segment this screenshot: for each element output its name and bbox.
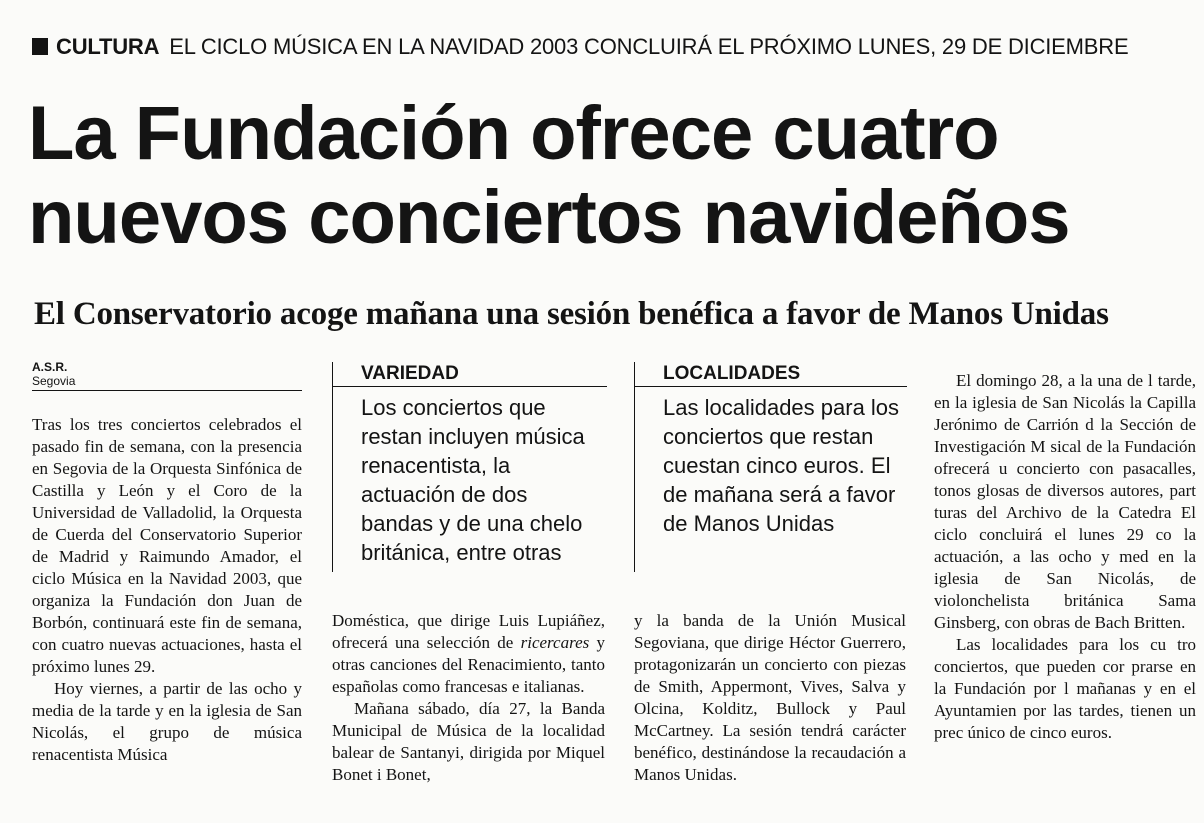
article-column-3: [634, 610, 906, 809]
byline-author: A.S.R.: [32, 360, 68, 374]
article-column-2: [332, 610, 605, 809]
paragraph: El domingo 28, a la una de l tarde, en la iglesia de San Nicolás la Capilla Jerónimo de Carrión d la Sección de Investigación M sical de la Fundación ofrecerá u concierto con pasacalles, tonos glosas de diversos autores, part turas del Archivo de la Catedra El ciclo concluirá el lunes 29 co la actuación, a las ocho y med en la iglesia de San Nicolás, de violonchelista británica Sama Ginsberg, con obras de Bach Britten.: [934, 371, 1196, 632]
sidebar-title: VARIEDAD: [333, 362, 607, 387]
headline: [28, 92, 1070, 260]
text-run: Doméstica, que dirige Luis Lupiáñez, ofrecerá una selección de: [332, 611, 605, 652]
sidebar-title: LOCALIDADES: [635, 362, 907, 387]
text-run: y otras canciones del Renacimiento, tanto españolas como francesas e italianas.: [332, 633, 605, 696]
section-kicker: [32, 34, 1128, 60]
italic-term: ricercares: [520, 633, 590, 652]
paragraph: y la banda de la Unión Musical Segoviana, que dirige Héctor Guerrero, protagonizarán un concierto con piezas de Smith, Appermont, Vives, Salva y Olcina, Kolditz, Bullock y Paul McCartney. La sesión tendrá carácter benéfico, destinándose la recaudación a Manos Unidas.: [634, 611, 906, 784]
section-label: CULTURA: [56, 34, 160, 59]
kicker-text: EL CICLO MÚSICA EN LA NAVIDAD 2003 CONCLUIRÁ EL PRÓXIMO LUNES, 29 DE DICIEMBRE: [169, 34, 1129, 59]
article-column-4: [934, 370, 1196, 809]
paragraph: [332, 610, 605, 698]
sidebar-box-variedad: [332, 362, 607, 572]
headline-line-1: La Fundación ofrece cuatro: [28, 91, 999, 176]
section-square-icon: [32, 38, 48, 55]
paragraph: Las localidades para los cu tro conciertos, que pueden cor prarse en la Fundación por l mañanas y en el Ayuntamien por las tardes, tienen un prec único de cinco euros.: [934, 635, 1196, 742]
sidebar-body: Los conciertos que restan incluyen música renacentista, la actuación de dos bandas y de una chelo británica, entre otras: [361, 395, 585, 565]
byline-place: Segovia: [32, 374, 76, 388]
article-column-1: [32, 414, 302, 809]
sidebar-body: Las localidades para los conciertos que restan cuestan cinco euros. El de mañana será a favor de Manos Unidas: [663, 395, 900, 536]
paragraph: Mañana sábado, día 27, la Banda Municipal de Música de la localidad balear de Santanyi, dirigida por Miquel Bonet i Bonet,: [332, 699, 605, 784]
headline-line-2: nuevos conciertos navideños: [28, 175, 1070, 260]
paragraph: Tras los tres conciertos celebrados el pasado fin de semana, con la presencia en Segovia de la Orquesta Sinfónica de Castilla y León y el Coro de la Universidad de Valladolid, la Orquesta de Cuerda del Conservatorio Superior de Madrid y Raimundo Amador, el ciclo Música en la Navidad 2003, que organiza la Fundación don Juan de Borbón, continuará este fin de semana, con cuatro nuevas actuaciones, hasta el próximo lunes 29.: [32, 415, 302, 676]
byline: [32, 360, 302, 391]
sidebar-box-localidades: [634, 362, 907, 572]
paragraph: Hoy viernes, a partir de las ocho y media de la tarde y en la iglesia de San Nicolás, el grupo de música renacentista Música: [32, 679, 302, 764]
subheadline: El Conservatorio acoge mañana una sesión benéfica a favor de Manos Unidas: [34, 296, 1109, 332]
